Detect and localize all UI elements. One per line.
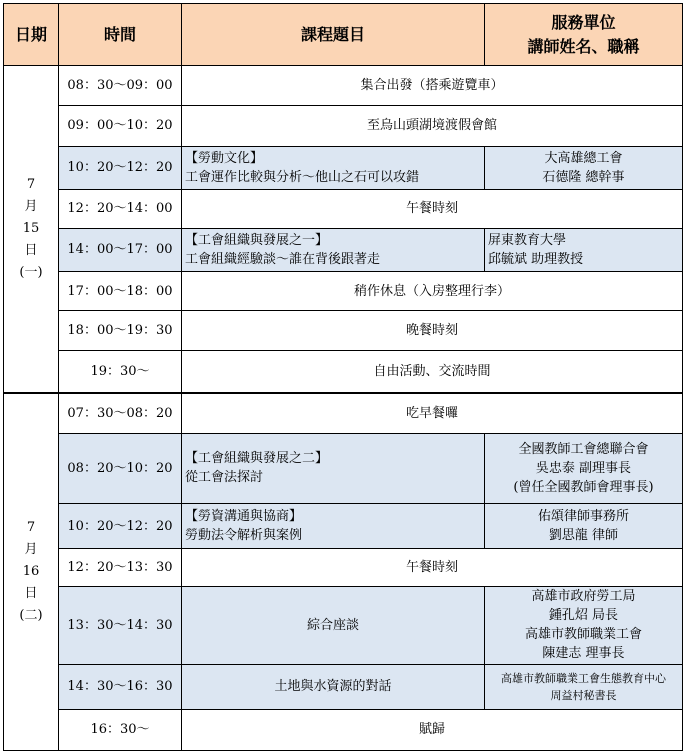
day2-date-cell: 7 月 16 日 (二): [4, 393, 59, 750]
table-row: [4, 709, 683, 750]
time-cell: 13：30～14：30: [59, 587, 182, 664]
speaker-name: 劉思龍 律師: [548, 528, 619, 544]
topic-cell: [182, 146, 485, 189]
topic-subtitle: 從工會法探討: [185, 470, 264, 486]
speaker-cell: [485, 587, 683, 664]
time-cell: 08：20～10：20: [59, 433, 182, 503]
time-cell: 14：30～16：30: [59, 664, 182, 709]
table-row: [4, 146, 683, 189]
speaker-name: 吳忠泰 副理事長: [535, 460, 632, 476]
time-cell: 17：00～18：00: [59, 272, 182, 311]
speaker-note: (曾任全國教師會理事長): [513, 479, 654, 495]
header-date: 日期: [4, 4, 59, 66]
table-row: [4, 106, 683, 146]
table-row: [4, 503, 683, 548]
header-unit: [485, 4, 683, 66]
table-row: [4, 272, 683, 311]
topic-title: 【工會組織與發展之一】: [185, 232, 329, 248]
speaker-unit: 屏東教育大學: [488, 232, 567, 248]
time-cell: 07：30～08：20: [59, 393, 182, 433]
topic-subtitle: 工會運作比較與分析～他山之石可以攻錯: [185, 169, 420, 185]
topic-subtitle: 工會組織經驗談～誰在背後跟著走: [185, 251, 381, 267]
time-cell: 08：30～09：00: [59, 66, 182, 106]
topic-cell: 至烏山頭湖境渡假會館: [182, 106, 683, 146]
time-cell: 12：20～14：00: [59, 189, 182, 228]
topic-cell: 賦歸: [182, 709, 683, 750]
header-time: 時間: [59, 4, 182, 66]
topic-cell: 晚餐時刻: [182, 311, 683, 351]
speaker-cell: [485, 433, 683, 503]
table-row: [4, 549, 683, 587]
speaker-unit: 佑頌律師事務所: [537, 509, 629, 525]
time-cell: 14：00～17：00: [59, 228, 182, 271]
time-cell: 10：20～12：20: [59, 503, 182, 548]
table-row: [4, 433, 683, 503]
speaker-unit: 大高雄總工會: [544, 150, 623, 166]
time-cell: 09：00～10：20: [59, 106, 182, 146]
time-cell: 10：20～12：20: [59, 146, 182, 189]
speaker-cell: [485, 664, 683, 709]
table-row: [4, 351, 683, 393]
table-row: [4, 587, 683, 664]
speaker-cell: [485, 146, 683, 189]
speaker-name: 石德隆 總幹事: [542, 169, 625, 185]
table-row: [4, 393, 683, 433]
time-cell: 16：30～: [59, 709, 182, 750]
topic-cell: [182, 228, 485, 271]
day1-date-cell: 7 月 15 日 (一): [4, 66, 59, 393]
speaker-unit: 全國教師工會總聯合會: [518, 441, 649, 457]
header-row: [4, 4, 683, 66]
topic-cell: 吃早餐囉: [182, 393, 683, 433]
speaker-cell: [485, 503, 683, 548]
topic-cell: 稍作休息（入房整理行李）: [182, 272, 683, 311]
topic-cell: 土地與水資源的對話: [182, 664, 485, 709]
topic-cell: 午餐時刻: [182, 549, 683, 587]
topic-title: 【勞資溝通與協商】: [185, 509, 303, 525]
topic-cell: [182, 503, 485, 548]
topic-title: 【工會組織與發展之二】: [185, 451, 329, 467]
topic-cell: 午餐時刻: [182, 189, 683, 228]
speaker-name: 鍾孔炤 局長: [548, 608, 619, 624]
time-cell: 18：00～19：30: [59, 311, 182, 351]
topic-cell: 自由活動、交流時間: [182, 351, 683, 393]
speaker-cell: [485, 228, 683, 271]
header-unit-line1: 服務單位: [551, 12, 616, 32]
speaker-unit: 高雄市教師職業工會: [524, 627, 642, 643]
schedule-table: [3, 3, 683, 751]
speaker-name: 邱毓斌 助理教授: [488, 251, 584, 267]
topic-cell: [182, 433, 485, 503]
table-row: [4, 311, 683, 351]
topic-cell: 綜合座談: [182, 587, 485, 664]
time-cell: 19：30～: [59, 351, 182, 393]
speaker-name: 周益村秘書長: [550, 688, 617, 702]
table-row: [4, 664, 683, 709]
table-row: [4, 66, 683, 106]
table-row: [4, 228, 683, 271]
table-row: [4, 189, 683, 228]
header-topic: 課程題目: [182, 4, 485, 66]
topic-title: 【勞動文化】: [185, 150, 264, 166]
speaker-unit: 高雄市政府勞工局: [531, 589, 636, 605]
topic-cell: 集合出發（搭乘遊覽車）: [182, 66, 683, 106]
topic-subtitle: 勞動法令解析與案例: [185, 528, 303, 544]
speaker-name: 陳建志 理事長: [542, 646, 625, 662]
header-unit-line2: 講師姓名、職稱: [527, 36, 640, 56]
speaker-unit: 高雄市教師職業工會生態教育中心: [501, 671, 666, 685]
time-cell: 12：20～13：30: [59, 549, 182, 587]
